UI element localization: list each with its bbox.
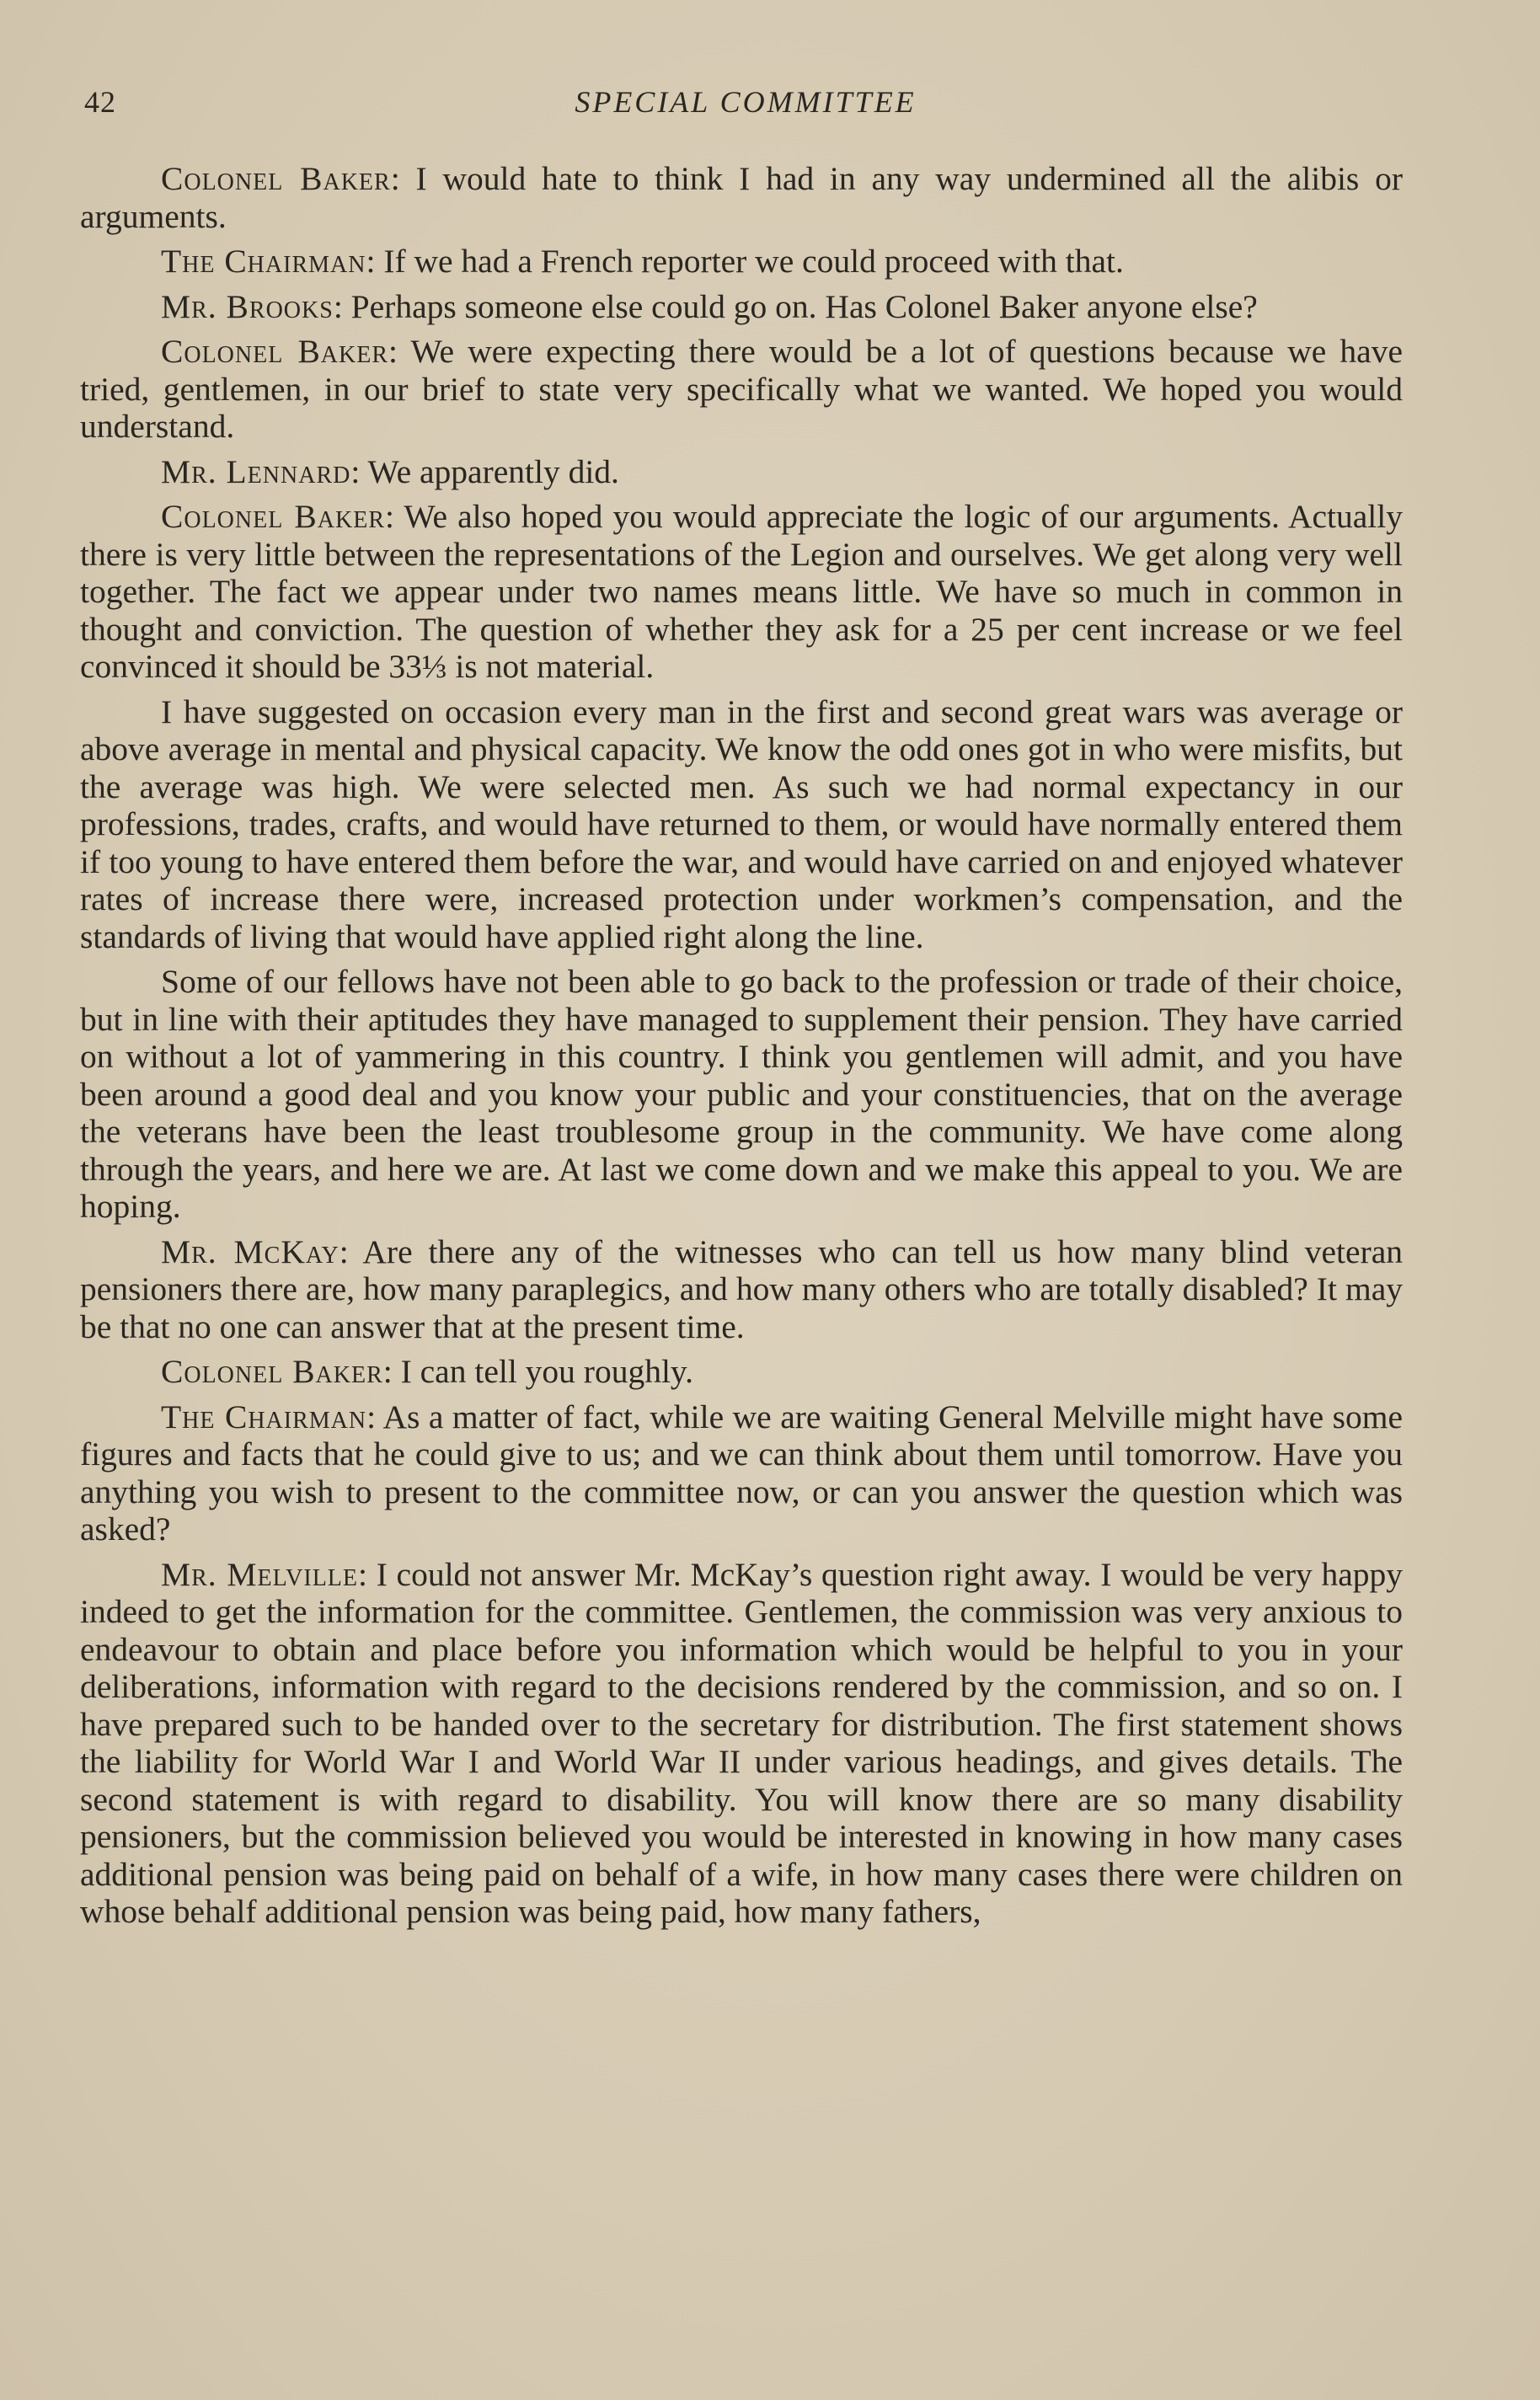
paragraph: Mr. Melville: I could not answer Mr. McKay’s question right away. I would be very happy indeed to get the information for the committee. Gentlemen, the commission was very anxious to endeavour to obtain and place before you information which would be helpful to you in your deliberations, information with regard to the decisions rendered by the commission, and so on. I have prepared such to be handed over to the secretary for distribution. The first statement shows the liability for World War I and World War II under various headings, and gives details. The second statement is with regard to disability. You will know there are so many disability pensioners, but the commission believed you would be interested in knowing in how many cases additional pension was being paid on behalf of a wife, in how many cases there were children on whose behalf additional pension was being paid, how many fathers,	[80, 1555, 1403, 1930]
speaker-name: The Chairman	[161, 1398, 367, 1435]
paragraph	[80, 963, 1403, 1226]
speaker-name: The Chairman	[161, 243, 366, 280]
paragraph: Mr. McKay: Are there any of the witnesses who can tell us how many blind veteran pensioners there are, how many paraplegics, and how many others who are totally disabled? It may be that no one can answer that at the present time.	[80, 1232, 1404, 1345]
paragraph-text: We were expecting there would be a lot of questions because we have tried, gentlemen, in our brief to state very specifically what we wanted. We hoped you would understand.	[80, 333, 1403, 445]
paragraph-text: We apparently did.	[367, 452, 619, 490]
paragraph: The Chairman: If we had a French reporter we could proceed with that.	[161, 243, 1124, 280]
paragraph: Colonel Baker: We were expecting there would be a lot of questions because we have tried, gentlemen, in our brief to state very specifically what we wanted. We hoped you would understand.	[80, 333, 1403, 445]
speaker-name: Colonel Baker	[161, 333, 389, 370]
paragraph: Colonel Baker: We also hoped you would appreciate the logic of our arguments. Actually there is very little between the representations of the Legion and ourselves. We get along very well together. The fact we appear under two names means little. We have so much in common in thought and conviction. The question of whether they ask for a 25 per cent increase or we feel convinced it should be 33⅓ is not material.	[80, 498, 1403, 685]
paragraph-text: If we had a French reporter we could proceed with that.	[383, 243, 1124, 280]
paragraph: Colonel Baker: I would hate to think I had in any way undermined all the alibis or arguments.	[80, 160, 1403, 235]
speaker-name: Mr. Melville	[161, 1555, 358, 1593]
speaker-name: Mr. Lennard	[161, 452, 351, 490]
page-number: 42	[84, 85, 116, 119]
speaker-name: Colonel Baker	[161, 498, 385, 535]
paragraph-text: Some of our fellows have not been able to go back to the profession or trade of their choice, but in line with their aptitudes they have managed to supplement their pension. They have carried on without a lot of yammering in this country. I think you gentlemen will admit, and you have been around a good deal and you know your public and your constituencies, that on the average the veterans have been the least troublesome group in the community. We have come along through the years, and here we are. At last we come down and we make this appeal to you. We are hoping.	[80, 963, 1403, 1225]
page-header	[84, 84, 1407, 135]
running-title: SPECIAL COMMITTEE	[575, 85, 917, 119]
speaker-name: Colonel Baker	[161, 160, 391, 197]
paragraph	[80, 693, 1403, 956]
paragraph-text: Perhaps someone else could go on. Has Colonel Baker anyone else?	[350, 287, 1258, 325]
paragraph-text: We also hoped you would appreciate the logic of our arguments. Actually there is very little between the representations of the Legion and ourselves. We get along very well together. The fact we appear under two names means little. We have so much in common in thought and conviction. The question of whether they ask for a 25 per cent increase or we feel convinced it should be 33⅓ is not material.	[80, 498, 1403, 685]
paragraph-text: Are there any of the witnesses who can tell us how many blind veteran pensioners there are, how many paraplegics, and how many others who are totally disabled? It may be that no one can answer that at the present time.	[80, 1232, 1404, 1345]
paragraph: Mr. Lennard: We apparently did.	[161, 452, 619, 490]
speaker-name: Mr. McKay	[161, 1232, 340, 1270]
paragraph-text: I have suggested on occasion every man in the first and second great wars was average or above average in mental and physical capacity. We know the odd ones got in who were misfits, but the average was high. We were selected men. As such we had normal expectancy in our professions, trades, crafts, and would have returned to them, or would have normally entered them if too young to have entered them before the war, and would have carried on and enjoyed whatever rates of increase there were, increased protection under workmen’s compensation, and the standards of living that would have applied right along the line.	[80, 692, 1403, 955]
paragraph-text: I could not answer Mr. McKay’s question right away. I would be very happy indeed to get the information for the committee. Gentlemen, the commission was very anxious to endeavour to obtain and place before you information which would be helpful to you in your deliberations, information with regard to the decisions rendered by the commission, and so on. I have prepared such to be handed over to the secretary for distribution. The first statement shows the liability for World War I and World War II under various headings, and gives details. The second statement is with regard to disability. You will know there are so many disability pensioners, but the commission believed you would be interested in knowing in how many cases additional pension was being paid on behalf of a wife, in how many cases there were children on whose behalf additional pension was being paid, how many fathers,	[80, 1555, 1403, 1930]
body-text	[80, 160, 1403, 1938]
paragraph-text: I would hate to think I had in any way undermined all the alibis or arguments.	[80, 160, 1403, 235]
speaker-name: Mr. Brooks	[161, 287, 334, 325]
paragraph: Colonel Baker: I can tell you roughly.	[161, 1353, 693, 1390]
paragraph-text: I can tell you roughly.	[400, 1353, 693, 1390]
paragraph: The Chairman: As a matter of fact, while we are waiting General Melville might have some figures and facts that he could give to us; and we can think about them until tomorrow. Have you anything you wish to present to the committee now, or can you answer the question which was asked?	[80, 1398, 1404, 1547]
paragraph-text: As a matter of fact, while we are waiting General Melville might have some figures and facts that he could give to us; and we can think about them until tomorrow. Have you anything you wish to present to the committee now, or can you answer the question which was asked?	[80, 1398, 1404, 1547]
paragraph: Mr. Brooks: Perhaps someone else could go on. Has Colonel Baker anyone else?	[161, 287, 1258, 325]
speaker-name: Colonel Baker	[161, 1353, 383, 1390]
